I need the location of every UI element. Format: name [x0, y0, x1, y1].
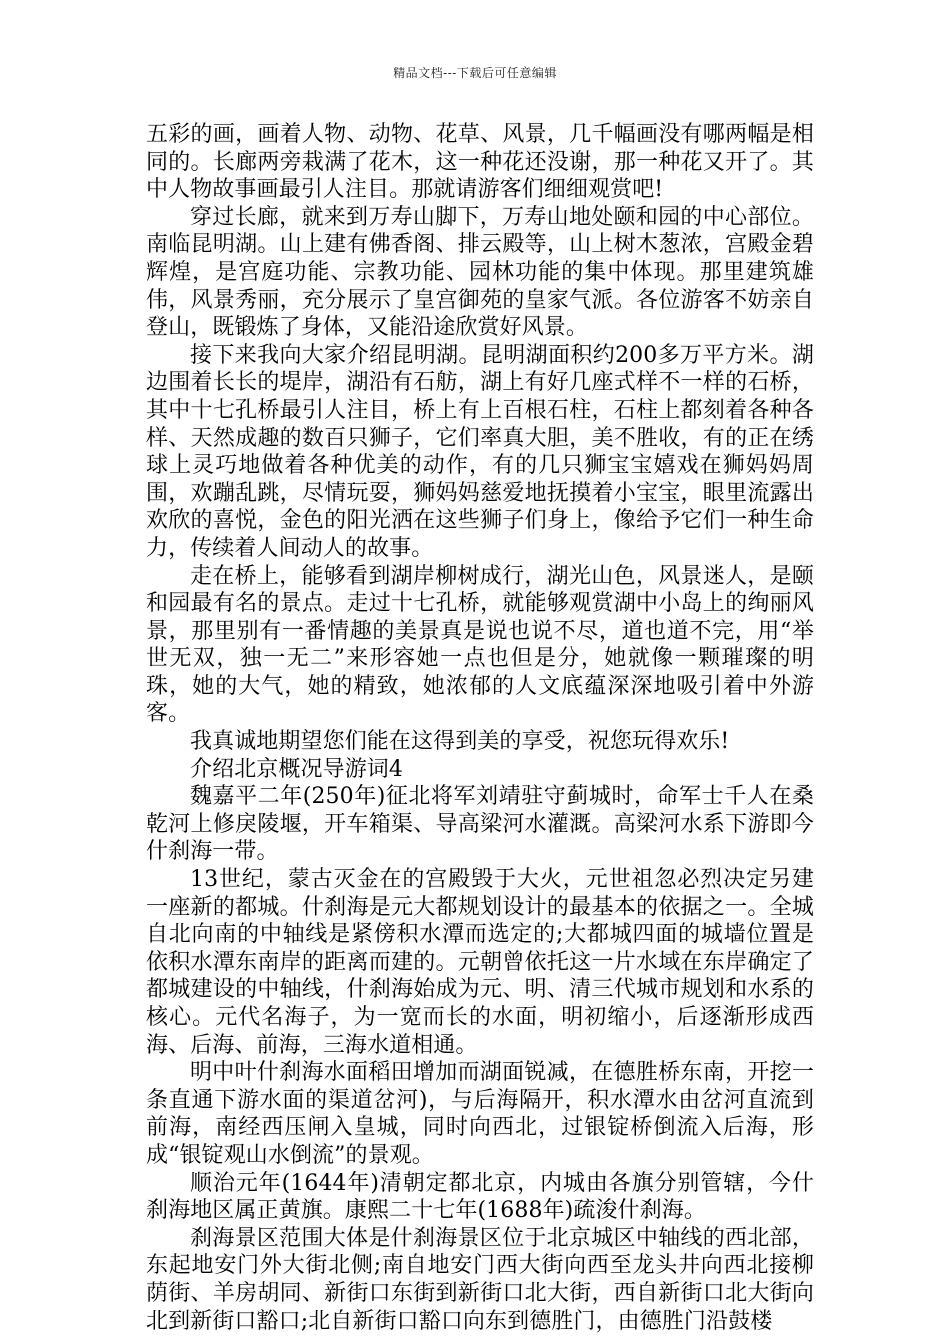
paragraph: 顺治元年(1644年)清朝定都北京，内城由各旗分别管辖，今什刹海地区属正黄旗。康熙二十七年(1688年)疏浚什刹海。: [146, 1170, 814, 1224]
paragraph: 我真诚地期望您们能在这得到美的享受，祝您玩得欢乐!: [190, 729, 730, 755]
page-header: 精品文档---下载后可任意编辑: [393, 66, 557, 80]
paragraph: 走在桥上，能够看到湖岸柳树成行，湖光山色，风景迷人，是颐和园最有名的景点。走过十七孔桥，就能够观赏湖中小岛上的绚丽风景，那里别有一番情趣的美景真是说也说不尽，道也道不完，用“举世无双，独一无二”来形容她一点也但是分，她就像一颗璀璨的明珠，她的大气，她的精致，她浓郁的人文底蕴深深地吸引着中外游客。: [146, 563, 814, 727]
section-heading: 介绍北京概况导游词4: [190, 756, 403, 782]
paragraph: 刹海景区范围大体是什刹海景区位于北京城区中轴线的西北部，东起地安门外大街北侧;南自地安门西大街向西至龙头井向西北接柳荫街、羊房胡同、新街口东街到新街口北大街，西自新街口北大街向北到新街口豁口;北自新街口豁口向东到德胜门，由德胜门沿鼓楼: [146, 1225, 814, 1334]
paragraph: 13世纪，蒙古灭金在的宫殿毁于大火，元世祖忽必烈决定另建一座新的都城。什刹海是元大都规划设计的最基本的依据之一。全城自北向南的中轴线是紧傍积水潭而选定的;大都城四面的城墙位置是依积水潭东南岸的距离而建的。元朝曾依托这一片水域在东岸确定了都城建设的中轴线，什刹海始成为元、明、清三代城市规划和水系的核心。元代名海子，为一宽而长的水面，明初缩小，后逐渐形成西海、后海、前海，三海水道相通。: [146, 867, 814, 1058]
paragraph: 接下来我向大家介绍昆明湖。昆明湖面积约200多万平方米。湖边围着长长的堤岸，湖沿有石舫，湖上有好几座式样不一样的石桥，其中十七孔桥最引人注目，桥上有上百根石柱，石柱上都刻着各种各样、天然成趣的数百只狮子，它们率真大胆，美不胜收，有的正在绣球上灵巧地做着各种优美的动作，有的几只狮宝宝嬉戏在狮妈妈周围，欢蹦乱跳，尽情玩耍，狮妈妈慈爱地抚摸着小宝宝，眼里流露出欢欣的喜悦，金色的阳光洒在这些狮子们身上，像给予它们一种生命力，传续着人间动人的故事。: [146, 342, 814, 561]
paragraph: 五彩的画，画着人物、动物、花草、风景，几千幅画没有哪两幅是相同的。长廊两旁栽满了花木，这一种花还没谢，那一种花又开了。其中人物故事画最引人注目。那就请游客们细细观赏吧!: [146, 122, 814, 203]
paragraph: 明中叶什刹海水面稻田增加而湖面锐减，在德胜桥东南，开挖一条直通下游水面的渠道岔河)，与后海隔开，积水潭水由岔河直流到前海，南经西压闸入皇城，同时向西北，过银锭桥倒流入后海，形成“银锭观山水倒流”的景观。: [146, 1060, 814, 1168]
document-body: [146, 121, 814, 1335]
paragraph: 穿过长廊，就来到万寿山脚下，万寿山地处颐和园的中心部位。南临昆明湖。山上建有佛香阁、排云殿等，山上树木葱浓，宫殿金碧辉煌，是宫庭功能、宗教功能、园林功能的集中体现。那里建筑雄伟，风景秀丽，充分展示了皇宫御苑的皇家气派。各位游客不妨亲自登山，既锻炼了身体，又能沿途欣赏好风景。: [146, 204, 814, 341]
paragraph: 魏嘉平二年(250年)征北将军刘靖驻守蓟城时，命军士千人在桑乾河上修戾陵堰，开车箱渠、导高梁河水灌溉。高梁河水系下游即今什刹海一带。: [146, 784, 814, 865]
